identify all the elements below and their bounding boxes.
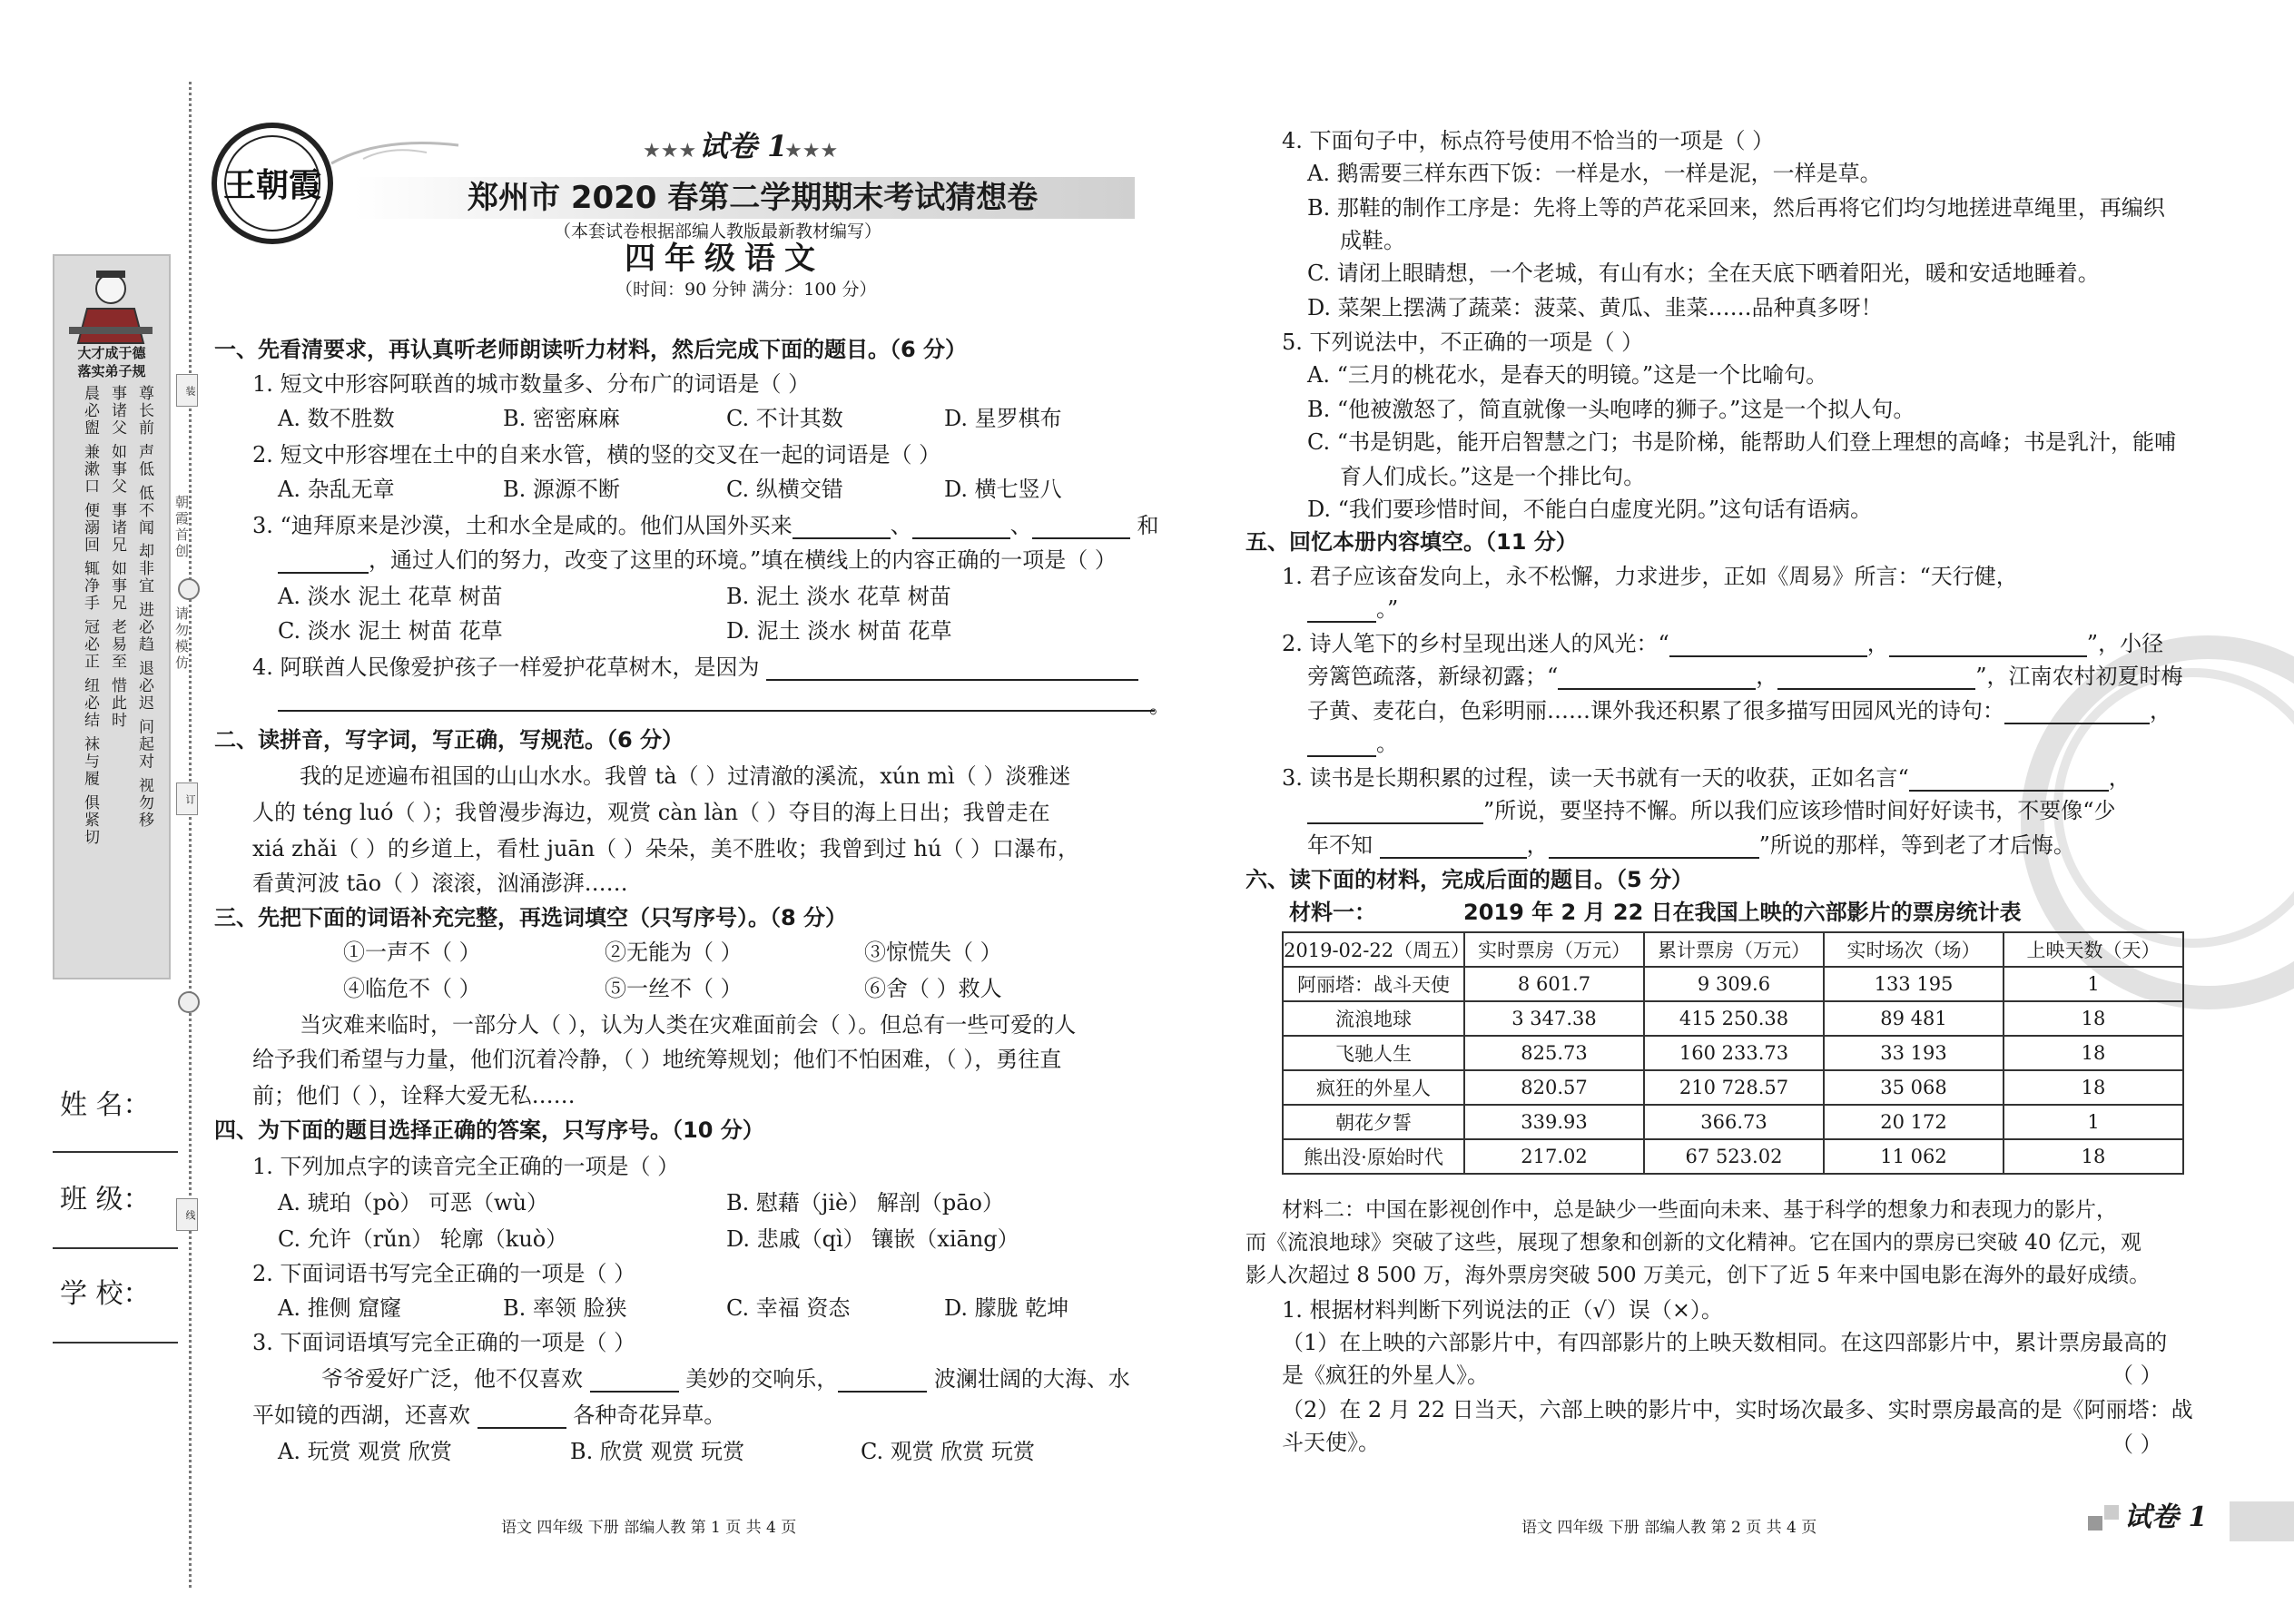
table-cell: 35 068 xyxy=(1824,1070,2004,1105)
table-cell: 朝花夕誓 xyxy=(1283,1105,1464,1139)
q4-line xyxy=(252,654,1138,681)
blank[interactable] xyxy=(1307,735,1376,757)
table-cell: 160 233.73 xyxy=(1644,1036,1824,1070)
table-cell: 8 601.7 xyxy=(1464,967,1644,1001)
r53-text: 年不知 xyxy=(1307,832,1373,858)
table-header: 实时场次（场） xyxy=(1824,932,2004,967)
exam-title: 郑州市 2020 春第二学期期末考试猜想卷 xyxy=(468,180,1039,216)
material-2-line-1: 材料二：中国在影视创作中，总是缺少一些面向未来、基于科学的想象力和表现力的影片， xyxy=(1282,1198,2117,1222)
badge-tab xyxy=(2230,1501,2294,1541)
blank[interactable] xyxy=(1032,517,1130,539)
q43-passage-part: 爷爷爱好广泛，他不仅喜欢 xyxy=(321,1366,583,1392)
r52-line-2: 旁篱笆疏落，新绿初露；“ ， ”，江南农村初夏时梅 xyxy=(1307,664,2183,689)
table-cell: 流浪地球 xyxy=(1283,1001,1464,1036)
r52-line-4 xyxy=(1307,730,1398,757)
exam-note: （本套试卷根据部编人教版最新教材编写） xyxy=(554,221,882,241)
s3-paragraph-line-3: 前；他们（ ），诠释大爱无私…… xyxy=(252,1083,576,1108)
section-5-heading: 五、回忆本册内容填空。（11 分） xyxy=(1245,529,1578,555)
idiom-2[interactable]: ②无能为（ ） xyxy=(605,940,743,965)
r51-end: 。” xyxy=(1376,596,1399,622)
table-cell: 熊出没·原始时代 xyxy=(1283,1139,1464,1174)
table-cell: 210 728.57 xyxy=(1644,1070,1824,1105)
table-cell: 825.73 xyxy=(1464,1036,1644,1070)
q2-option-c[interactable]: C. 纵横交错 xyxy=(726,477,843,502)
section-3-heading: 三、先把下面的词语补充完整，再选词填空（只写序号）。（8 分） xyxy=(214,905,848,930)
q44-option-d[interactable]: D. 菜架上摆满了蔬菜：菠菜、黄瓜、韭菜……品种真多呀！ xyxy=(1307,295,1883,320)
blank[interactable] xyxy=(1549,837,1759,859)
q3-option-c[interactable]: C. 淡水 泥土 树苗 花草 xyxy=(278,618,503,644)
binder-ring-icon xyxy=(178,578,200,600)
q1-option-a[interactable]: A. 数不胜数 xyxy=(278,406,395,431)
box-office-table xyxy=(1282,931,2184,1175)
table-header-row xyxy=(1283,932,2183,967)
table-cell: 3 347.38 xyxy=(1464,1001,1644,1036)
table-cell: 820.57 xyxy=(1464,1070,1644,1105)
side-mark-zhuang: 装 xyxy=(176,374,198,407)
svg-text:王朝霞: 王朝霞 xyxy=(222,166,322,204)
table-header: 实时票房（万元） xyxy=(1464,932,1644,967)
motto-sidebar xyxy=(53,254,171,979)
r53-text-end: ”所说的那样，等到老了才后悔。 xyxy=(1758,832,2075,858)
idiom-3[interactable]: ③惊慌失（ ） xyxy=(864,940,1002,965)
motto-line-1: 大才成于德 xyxy=(77,345,146,361)
side-mark-xian: 线 xyxy=(176,1198,198,1231)
paper-badge: 试卷 1 xyxy=(2124,1501,2208,1533)
blank[interactable] xyxy=(766,659,1138,681)
q42-text: 2. 下面词语书写完全正确的一项是（ ） xyxy=(252,1261,636,1286)
stars-right: ★★★ xyxy=(784,140,839,162)
table-cell: 1 xyxy=(2004,967,2183,1001)
r52-text: 子黄、麦花白，色彩明丽……课外我还积累了很多描写田园风光的诗句： xyxy=(1307,698,2004,723)
table-header: 2019-02-22（周五） xyxy=(1283,932,1464,967)
blank[interactable] xyxy=(912,517,1010,539)
r53-text: 3. 读书是长期积累的过程，读一天书就有一天的收获，正如名言“ xyxy=(1282,765,1909,791)
q2-option-d[interactable]: D. 横七竖八 xyxy=(944,477,1062,502)
q44-option-c[interactable]: C. 请闭上眼睛想，一个老城，有山有水；全在天底下晒着阳光，暖和安适地睡着。 xyxy=(1307,261,2100,286)
motto-column-3: 晨必盥 兼漱口 便溺回 辄净手 冠必正 纽必结 袜与履 俱紧切 xyxy=(81,385,99,846)
table-row xyxy=(1283,967,2183,1001)
r53-line-3: 年不知 ， ”所说的那样，等到老了才后悔。 xyxy=(1307,832,2075,858)
q42-option-a[interactable]: A. 推侧 窟窿 xyxy=(278,1295,402,1321)
table-cell: 20 172 xyxy=(1824,1105,2004,1139)
s2-paragraph-line-1: 我的足迹遍布祖国的山山水水。我曾 tà（ ）过清澈的溪流，xún mì（ ）淡雅迷 xyxy=(300,763,1071,789)
r52-line-1: 2. 诗人笔下的乡村呈现出迷人的风光：“ ， ”，小径 xyxy=(1282,631,2164,656)
q43-passage-part: 各种奇花异草。 xyxy=(573,1403,726,1428)
q2-option-a[interactable]: A. 杂乱无章 xyxy=(278,477,395,502)
motto-column-1: 尊长前 声低 低不闻 却非宜 进必趋 退必迟 问起对 视勿移 xyxy=(135,385,153,829)
badge-square-icon xyxy=(2088,1516,2102,1530)
time-info: （时间：90 分钟 满分：100 分） xyxy=(615,280,877,300)
r53-text: ”所说，要坚持不懈。所以我们应该珍惜时间好好读书，不要像“少 xyxy=(1483,798,2116,823)
material-1-label: 材料一： xyxy=(1289,900,1376,925)
q43-passage-part: 平如镜的西湖，还喜欢 xyxy=(252,1403,470,1428)
r51-text: 1. 君子应该奋发向上，永不松懈，力求进步，正如《周易》所言：“天行健， xyxy=(1282,564,2018,589)
answer-line-end: 。 xyxy=(1149,693,1171,718)
q44-option-b-cont: 成鞋。 xyxy=(1340,228,1405,253)
q43-text: 3. 下面词语填写完全正确的一项是（ ） xyxy=(252,1330,636,1355)
table-row xyxy=(1283,1001,2183,1036)
q1-option-c[interactable]: C. 不计其数 xyxy=(726,406,843,431)
section-6-heading: 六、读下面的材料，完成后面的题目。（5 分） xyxy=(1245,867,1694,892)
table-cell: 飞驰人生 xyxy=(1283,1036,1464,1070)
blank[interactable] xyxy=(1307,802,1483,824)
q3-text-b: ，通过人们的努力，改变了这里的环境。”填在横线上的内容正确的一项是（ ） xyxy=(369,547,1117,573)
table-cell: 18 xyxy=(2004,1139,2183,1174)
table-cell: 366.73 xyxy=(1644,1105,1824,1139)
class-label: 班 级： xyxy=(60,1184,151,1216)
binder-text-2: 请勿模仿 xyxy=(173,606,190,672)
q3-option-a[interactable]: A. 淡水 泥土 花草 树苗 xyxy=(278,584,503,609)
q43-option-a[interactable]: A. 玩赏 观赏 欣赏 xyxy=(278,1439,452,1464)
school-label: 学 校： xyxy=(60,1278,151,1310)
q45-option-a[interactable]: A. “三月的桃花水，是春天的明镜。”这是一个比喻句。 xyxy=(1307,362,1828,388)
q45-text: 5. 下列说法中，不正确的一项是（ ） xyxy=(1282,330,1644,355)
s2-paragraph-line-4: 看黄河波 tāo（ ）滚滚，汹涌澎湃…… xyxy=(252,871,628,896)
stars-left: ★★★ xyxy=(643,140,697,162)
footer-left: 语文 四年级 下册 部编人教 第 1 页 共 4 页 xyxy=(501,1519,797,1537)
r52-text-end: ”，江南农村初夏时梅 xyxy=(1975,664,2183,689)
material-1-title: 2019 年 2 月 22 日在我国上映的六部影片的票房统计表 xyxy=(1463,900,2022,925)
table-cell: 阿丽塔：战斗天使 xyxy=(1283,967,1464,1001)
r52-text: 旁篱笆疏落，新绿初露；“ xyxy=(1307,664,1559,689)
r52-text-end: ”，小径 xyxy=(2086,631,2164,656)
blank[interactable] xyxy=(1889,635,2087,657)
table-cell: 339.93 xyxy=(1464,1105,1644,1139)
paper-number: 试卷 1 xyxy=(699,129,788,163)
subject-title: 四年级语文 xyxy=(625,241,824,277)
q1-option-d[interactable]: D. 星罗棋布 xyxy=(944,406,1062,431)
table-cell: 89 481 xyxy=(1824,1001,2004,1036)
ribbon-decoration-icon xyxy=(327,127,463,182)
blank[interactable] xyxy=(2004,703,2150,724)
r53-line-2 xyxy=(1307,797,2116,824)
q41-option-b[interactable]: B. 慰藉（jiè） 解剖（pāo） xyxy=(726,1190,1004,1216)
scholar-figure-icon xyxy=(60,263,162,345)
binder-text-1: 朝霞首创 xyxy=(173,495,190,560)
q1-text: 1. 短文中形容阿联酋的城市数量多、分布广的词语是（ ） xyxy=(252,371,811,397)
class-field[interactable] xyxy=(53,1247,178,1249)
table-cell: 67 523.02 xyxy=(1644,1139,1824,1174)
blank[interactable] xyxy=(1307,601,1376,623)
q41-option-d[interactable]: D. 悲戚（qì） 镶嵌（xiāng） xyxy=(726,1226,1019,1252)
judge-2-line-1: （2）在 2 月 22 日当天，六部上映的影片中，实时场次最多、实时票房最高的是《阿丽塔：战 xyxy=(1282,1397,2193,1422)
q41-option-c[interactable]: C. 允许（rǔn） 轮廓（kuò） xyxy=(278,1226,568,1252)
q3-text-a: 3. “迪拜原来是沙漠，土和水全是咸的。他们从国外买来 xyxy=(252,513,793,538)
judge-2-answer[interactable]: （ ） xyxy=(2112,1432,2162,1457)
table-cell: 217.02 xyxy=(1464,1139,1644,1174)
r52-text: 2. 诗人笔下的乡村呈现出迷人的风光：“ xyxy=(1282,631,1669,656)
table-row xyxy=(1283,1105,2183,1139)
answer-line[interactable] xyxy=(278,710,1155,712)
r52-end: 。 xyxy=(1376,731,1398,756)
q45-option-b[interactable]: B. “他被激怒了，简直就像一头咆哮的狮子。”这是一个拟人句。 xyxy=(1307,397,1915,422)
q1-option-b[interactable]: B. 密密麻麻 xyxy=(503,406,620,431)
q43-option-b[interactable]: B. 欣赏 观赏 玩赏 xyxy=(570,1439,745,1464)
q43-passage-part: 波澜壮阔的大海、水 xyxy=(933,1366,1130,1392)
q2-text: 2. 短文中形容埋在土中的自来水管，横的竖的交叉在一起的词语是（ ） xyxy=(252,442,941,468)
q3-line-1: 3. “迪拜原来是沙漠，土和水全是咸的。他们从国外买来 、 、 和 xyxy=(252,513,1159,538)
name-label: 姓 名： xyxy=(60,1089,151,1121)
blank[interactable] xyxy=(1558,668,1756,690)
blank[interactable] xyxy=(838,1371,927,1393)
section-1-heading: 一、先看清要求，再认真听老师朗读听力材料，然后完成下面的题目。（6 分） xyxy=(214,337,968,362)
side-mark-ding: 订 xyxy=(176,782,198,815)
table-cell: 133 195 xyxy=(1824,967,2004,1001)
table-header: 上映天数（天） xyxy=(2004,932,2183,967)
footer-right: 语文 四年级 下册 部编人教 第 2 页 共 4 页 xyxy=(1521,1519,1817,1537)
table-cell: 18 xyxy=(2004,1036,2183,1070)
r52-line-3: 子黄、麦花白，色彩明丽……课外我还积累了很多描写田园风光的诗句： ， xyxy=(1307,698,2171,723)
blank[interactable] xyxy=(1909,770,2109,792)
section-4-heading: 四、为下面的题目选择正确的答案，只写序号。（10 分） xyxy=(214,1117,764,1143)
judge-1-line-1: （1）在上映的六部影片中，有四部影片的上映天数相同。在这四部影片中，累计票房最高的 xyxy=(1282,1330,2168,1355)
s2-paragraph-line-2: 人的 téng luó（ ）；我曾漫步海边，观赏 càn làn（ ）夺目的海上日出；我曾走在 xyxy=(252,800,1050,825)
badge-square-icon xyxy=(2104,1505,2119,1520)
material-2-line-2: 而《流浪地球》突破了这些，展现了想象和创新的文化精神。它在国内的票房已突破 40 亿元，观 xyxy=(1245,1231,2141,1255)
table-cell: 疯狂的外星人 xyxy=(1283,1070,1464,1105)
motto-line-2: 落实弟子规 xyxy=(77,363,146,379)
motto-column-2: 事诸父 如事父 事诸兄 如事兄 老易至 惜此时 xyxy=(108,385,126,730)
q45-option-c-cont: 育人们成长。”这是一个排比句。 xyxy=(1340,464,1646,489)
q3-line-2 xyxy=(278,546,1117,574)
table-row xyxy=(1283,1070,2183,1105)
blank[interactable] xyxy=(1380,837,1527,859)
name-field[interactable] xyxy=(53,1151,178,1153)
q44-option-b[interactable]: B. 那鞋的制作工序是：先将上等的芦花采回来，然后再将它们均匀地搓进草绳里，再编织 xyxy=(1307,195,2165,221)
idiom-6[interactable]: ⑥舍（ ）救人 xyxy=(864,976,1002,1001)
logo-seal-icon xyxy=(209,120,336,247)
table-cell: 1 xyxy=(2004,1105,2183,1139)
q2-option-b[interactable]: B. 源源不断 xyxy=(503,477,620,502)
blank[interactable] xyxy=(478,1407,566,1429)
q4-text: 4. 阿联酋人民像爱护孩子一样爱护花草树木，是因为 xyxy=(252,655,760,680)
idiom-5[interactable]: ⑤一丝不（ ） xyxy=(605,976,743,1001)
q3-option-d[interactable]: D. 泥土 淡水 树苗 花草 xyxy=(726,618,952,644)
judge-2-line-2: 斗天使》。 xyxy=(1282,1430,1380,1455)
q43-passage-line-2 xyxy=(252,1402,725,1429)
binder-ring-icon xyxy=(178,991,200,1013)
judge-intro: 1. 根据材料判断下列说法的正（√）误（×）。 xyxy=(1282,1297,1723,1323)
r51-line-2 xyxy=(1307,595,1398,623)
judge-1-answer[interactable]: （ ） xyxy=(2112,1363,2162,1388)
school-field[interactable] xyxy=(53,1342,178,1343)
q45-option-c[interactable]: C. “书是钥匙，能开启智慧之门；书是阶梯，能帮助人们登上理想的高峰；书是乳汁，能哺 xyxy=(1307,429,2177,455)
table-cell: 415 250.38 xyxy=(1644,1001,1824,1036)
q3-text-tail: 和 xyxy=(1137,513,1159,538)
blank[interactable] xyxy=(793,517,891,539)
material-2-line-3: 影人次超过 8 500 万，海外票房突破 500 万美元，创下了近 5 年来中国电影在海外的最好成绩。 xyxy=(1245,1264,2151,1287)
q42-option-c[interactable]: C. 幸福 资态 xyxy=(726,1295,851,1321)
table-row xyxy=(1283,1139,2183,1174)
q41-text: 1. 下列加点字的读音完全正确的一项是（ ） xyxy=(252,1154,680,1179)
q43-option-c[interactable]: C. 观赏 欣赏 玩赏 xyxy=(861,1439,1036,1464)
q41-option-a[interactable]: A. 琥珀（pò） 可恶（wù） xyxy=(278,1190,549,1216)
q43-passage-part: 美妙的交响乐， xyxy=(685,1366,839,1392)
q42-option-d[interactable]: D. 朦胧 乾坤 xyxy=(944,1295,1069,1321)
s3-paragraph-line-2: 给予我们希望与力量，他们沉着冷静，（ ）地统筹规划；他们不怕困难，（ ），勇往直 xyxy=(252,1047,1062,1072)
idiom-1[interactable]: ①一声不（ ） xyxy=(343,940,481,965)
q45-option-d[interactable]: D. “我们要珍惜时间，不能白白虚度光阴。”这句话有语病。 xyxy=(1307,497,1873,522)
r53-line-1: 3. 读书是长期积累的过程，读一天书就有一天的收获，正如名言“ ， xyxy=(1282,765,2131,791)
q43-passage-line-1 xyxy=(321,1365,1130,1393)
table-cell: 18 xyxy=(2004,1070,2183,1105)
s2-paragraph-line-3: xiá zhǎi（ ）的乡道上，看杜 juān（ ）朵朵，美不胜收；我曾到过 hú（ ）口瀑布， xyxy=(252,836,1079,861)
table-cell: 11 062 xyxy=(1824,1139,2004,1174)
table-cell: 9 309.6 xyxy=(1644,967,1824,1001)
q42-option-b[interactable]: B. 率领 脸狭 xyxy=(503,1295,627,1321)
q3-option-b[interactable]: B. 泥土 淡水 花草 树苗 xyxy=(726,584,951,609)
judge-1-line-2: 是《疯狂的外星人》。 xyxy=(1282,1363,1489,1388)
blank[interactable] xyxy=(1777,668,1975,690)
table-cell: 18 xyxy=(2004,1001,2183,1036)
table-row xyxy=(1283,1036,2183,1070)
section-2-heading: 二、读拼音，写字词，写正确，写规范。（6 分） xyxy=(214,727,684,753)
idiom-4[interactable]: ④临危不（ ） xyxy=(343,976,481,1001)
s3-paragraph-line-1: 当灾难来临时，一部分人（ ），认为人类在灾难面前会（ ）。但总有一些可爱的人 xyxy=(300,1012,1077,1038)
table-header: 累计票房（万元） xyxy=(1644,932,1824,967)
blank[interactable] xyxy=(590,1371,679,1393)
q44-text: 4. 下面句子中，标点符号使用不恰当的一项是（ ） xyxy=(1282,128,1775,153)
blank[interactable] xyxy=(1669,635,1867,657)
binding-dotted-line xyxy=(189,82,192,1588)
table-cell: 33 193 xyxy=(1824,1036,2004,1070)
q44-option-a[interactable]: A. 鹅需要三样东西下饭：一样是水，一样是泥，一样是草。 xyxy=(1307,161,1882,186)
blank[interactable] xyxy=(278,552,369,574)
